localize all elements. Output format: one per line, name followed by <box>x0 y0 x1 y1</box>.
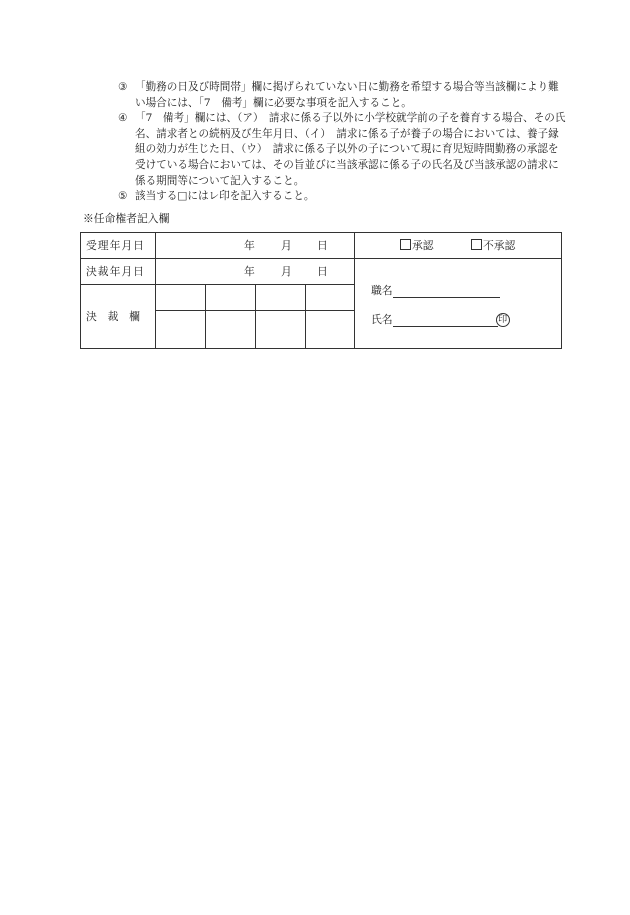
position-field[interactable] <box>371 283 500 298</box>
decided-month[interactable]: 月 <box>281 265 292 278</box>
position-underline[interactable] <box>393 285 500 298</box>
note-number: ⑤ <box>118 190 128 203</box>
note-4 <box>118 111 568 189</box>
note-5 <box>118 189 568 205</box>
col-divider <box>354 233 355 348</box>
note-number: ③ <box>118 81 128 93</box>
disapprove-label: 不承認 <box>483 239 516 252</box>
notes-list <box>118 80 568 205</box>
approve-option[interactable] <box>400 238 434 253</box>
col-divider <box>255 284 256 348</box>
disapprove-checkbox[interactable] <box>471 239 482 250</box>
note-text: 該当する□にはレ印を記入すること。 <box>135 190 315 203</box>
note-text: 「勤務の日及び時間帯」欄に掲げられていない日に勤務を希望する場合等当該欄により難い場合には、「7 備考」欄に必要な事項を記入すること。 <box>135 81 559 109</box>
name-field[interactable] <box>371 312 510 327</box>
approve-checkbox[interactable] <box>400 239 411 250</box>
disapprove-option[interactable] <box>471 238 515 253</box>
decided-day[interactable]: 日 <box>317 265 328 278</box>
note-text: 「7 備考」欄には、（ア） 請求に係る子以外に小学校就学前の子を養育する場合、その氏名、請求者との続柄及び生年月日、（イ） 請求に係る子が養子の場合においては、養子縁組の効力が生じた日、（ウ） 請求に係る子以外の子について現に育児短時間勤務の承認を受けている場合においては、その旨並びに当該承認に係る子の氏名及び当該承認の請求に係る期間等について記入すること。 <box>135 112 566 187</box>
name-underline[interactable] <box>393 314 498 327</box>
col-divider <box>155 233 156 348</box>
section-title: ※任命権者記入欄 <box>83 212 170 225</box>
approval-column-label: 決 裁 欄 <box>86 310 140 323</box>
note-3 <box>118 80 568 111</box>
received-date-label: 受理年月日 <box>86 239 145 252</box>
decided-date-label: 決裁年月日 <box>86 265 145 278</box>
note-number: ④ <box>118 112 128 125</box>
name-label: 氏名 <box>371 313 393 326</box>
received-day[interactable]: 日 <box>317 239 328 252</box>
seal-icon: 印 <box>496 313 510 327</box>
appointer-table <box>80 232 562 349</box>
position-label: 職名 <box>371 284 393 297</box>
approve-label: 承認 <box>412 239 434 252</box>
row-divider <box>81 284 354 285</box>
col-divider <box>205 284 206 348</box>
col-divider <box>305 284 306 348</box>
received-month[interactable]: 月 <box>281 239 292 252</box>
row-divider <box>81 258 561 259</box>
decided-year[interactable]: 年 <box>244 265 255 278</box>
received-year[interactable]: 年 <box>244 239 255 252</box>
